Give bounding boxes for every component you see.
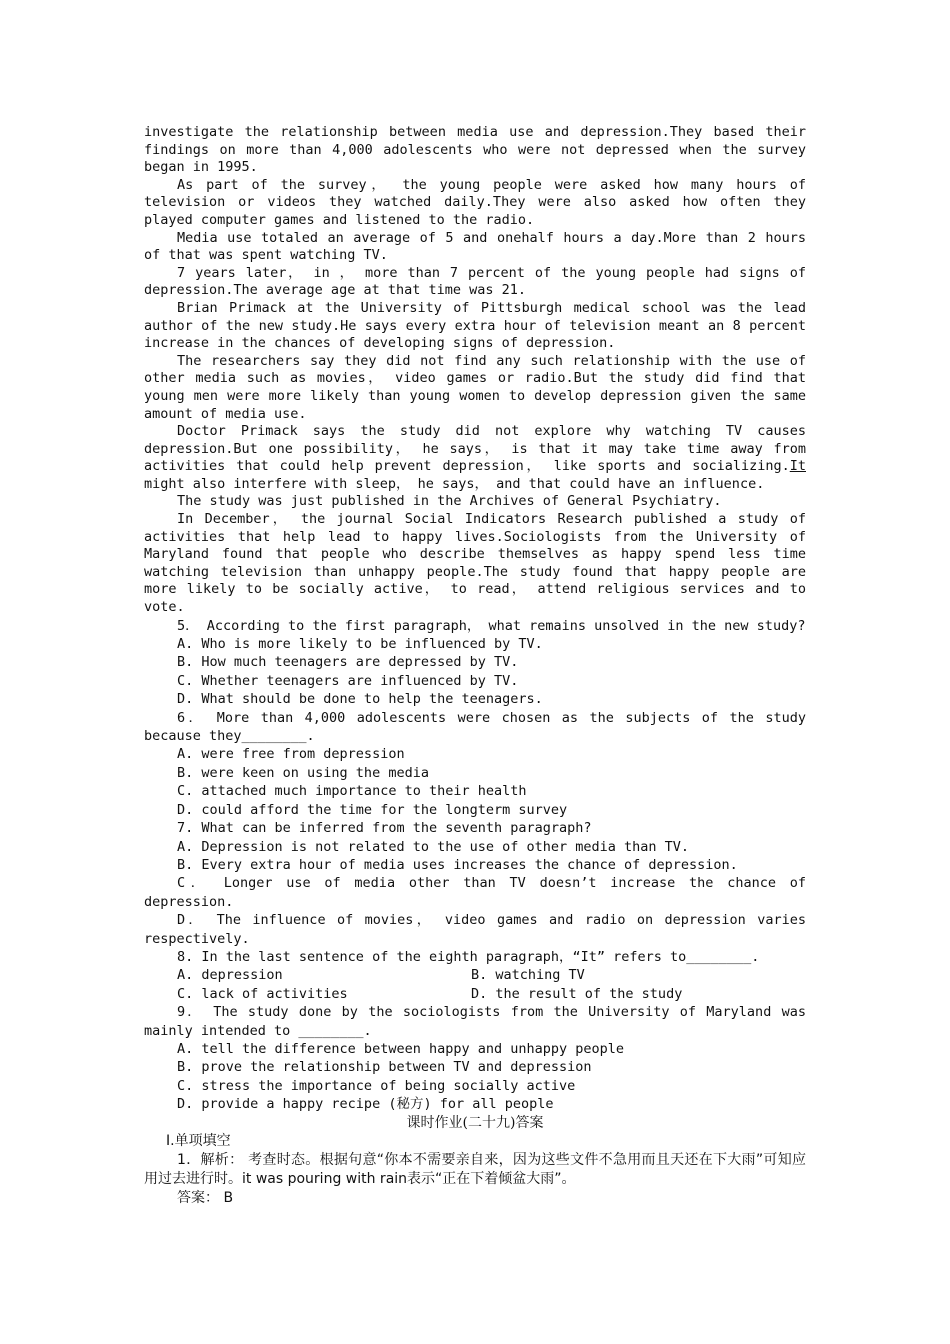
q9-option-a: A. tell the difference between happy and unhappy people (177, 1040, 625, 1057)
q6-option-c: C. attached much importance to their health (177, 783, 527, 800)
q8-options-row-1 (144, 966, 806, 984)
paragraph-7-text-b: might also interfere with sleep， he says， and that could have an influence. (144, 475, 765, 492)
passage-paragraph-2: As part of the survey， the young people were asked how many hours of television or videos they watched daily.They were also asked how often they played computer games and listened to the radio. (144, 176, 806, 228)
passage-paragraph-1: investigate the relationship between media use and depression.They based their findings on more than 4,000 adolescents who were not depressed when the survey began in 1995. (144, 124, 806, 176)
q8-option-c: C. lack of activities (177, 985, 348, 1002)
question-9: 9． The study done by the sociologists from the University of Maryland was mainly intended to ________. (144, 1004, 806, 1039)
q9-option-d: D. provide a happy recipe (秘方) for all people (177, 1096, 554, 1113)
document-page (144, 124, 806, 1208)
question-7: 7. What can be inferred from the seventh paragraph? (177, 820, 592, 837)
passage-paragraph-3: Media use totaled an average of 5 and onehalf hours a day.More than 2 hours of that was spent watching TV. (144, 229, 806, 264)
q7-option-c: C． Longer use of media other than TV doesn’t increase the chance of depression. (144, 875, 806, 910)
answer-1-explanation: 1．解析： 考查时态。根据句意“你本不需要亲自来，因为这些文件不急用而且天还在下大雨”可知应用过去进行时。it was pouring with rain表示“正在下着倾盆大雨”。 (144, 1151, 806, 1187)
passage-paragraph-4: 7 years later， in ， more than 7 percent of the young people had signs of depression.The average age at that time was 21. (144, 264, 806, 299)
q8-options-row-2 (144, 985, 806, 1003)
q5-option-d: D. What should be done to help the teenagers. (177, 691, 543, 708)
passage-paragraph-8: The study was just published in the Archives of General Psychiatry. (177, 493, 722, 510)
q5-option-b: B. How much teenagers are depressed by TV. (177, 654, 519, 671)
q8-option-d: D. the result of the study (471, 985, 683, 1002)
q5-option-a: A. Who is more likely to be influenced by TV. (177, 636, 543, 653)
q8-option-b: B. watching TV (471, 967, 585, 984)
answer-key-title: 课时作业(二十九)答案 (406, 1114, 544, 1131)
paragraph-7-text-a: Doctor Primack says the study did not explore why watching TV causes depression.But one possibility， he says， is that it may take time away from activities that could help prevent depression， like sports and socializing. (144, 423, 806, 475)
q9-option-b: B. prove the relationship between TV and depression (177, 1059, 592, 1076)
q7-option-d: D． The influence of movies， video games and radio on depression varies respectively. (144, 912, 806, 947)
answer-1-label: 答案： B (177, 1189, 234, 1206)
q6-option-b: B. were keen on using the media (177, 764, 429, 781)
q5-option-c: C. Whether teenagers are influenced by TV. (177, 672, 519, 689)
section-heading: Ⅰ.单项填空 (166, 1132, 231, 1149)
q7-option-a: A. Depression is not related to the use of other media than TV. (177, 838, 690, 855)
passage-paragraph-9: In December， the journal Social Indicators Research published a study of activities that help lead to happy lives.Sociologists from the University of Maryland found that people who describe themselves as happy spend less time watching television than unhappy people.The study found that happy people are more likely to be socially active， to read， attend religious services and to vote. (144, 511, 806, 616)
question-5: 5． According to the first paragraph， what remains unsolved in the new study? (177, 617, 806, 634)
q7-option-b: B. Every extra hour of media uses increases the chance of depression. (177, 856, 738, 873)
q6-option-d: D. could afford the time for the longterm survey (177, 801, 568, 818)
passage-paragraph-5: Brian Primack at the University of Pittsburgh medical school was the lead author of the new study.He says every extra hour of television meant an 8 percent increase in the chances of developing signs of depression. (144, 299, 806, 352)
q8-option-a: A. depression (177, 967, 283, 984)
q6-option-a: A. were free from depression (177, 746, 405, 763)
passage-paragraph-7 (144, 423, 806, 493)
q9-option-c: C. stress the importance of being socially active (177, 1077, 576, 1094)
question-8: 8. In the last sentence of the eighth paragraph，“It” refers to________. (177, 948, 760, 965)
passage-paragraph-6: The researchers say they did not find any such relationship with the use of other media such as movies， video games or radio.But the study did find that young men were more likely than young women to develop depression given the same amount of media use. (144, 352, 806, 422)
underlined-it: It (789, 458, 806, 475)
question-6: 6． More than 4,000 adolescents were chosen as the subjects of the study because they________. (144, 709, 806, 745)
